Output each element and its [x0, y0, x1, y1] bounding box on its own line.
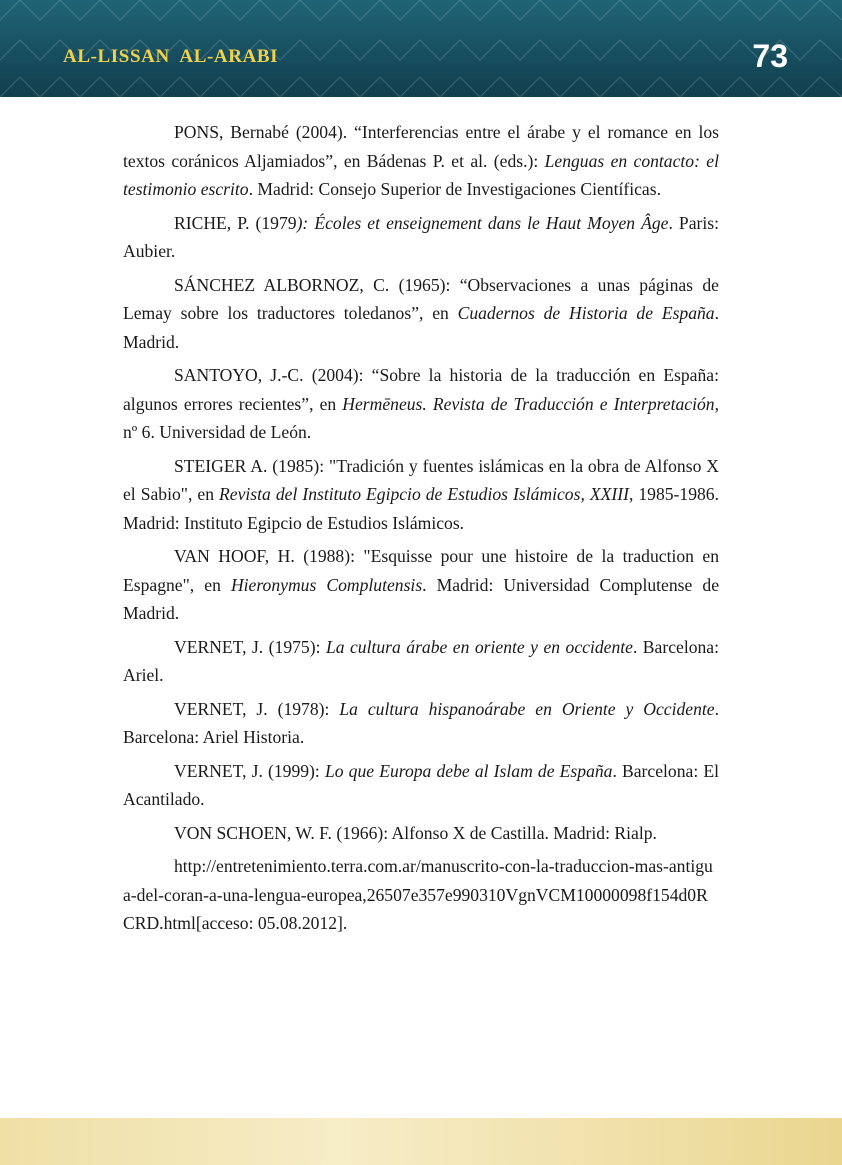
reference-text: RICHE, P. (1979 — [174, 212, 297, 233]
reference-text: . Barcelona: El Acantilado. — [123, 760, 719, 809]
reference-text: VON SCHOEN, W. F. (1966): Alfonso X de Castilla. Madrid: Rialp. — [174, 822, 657, 843]
reference-item-vernet-1999 — [123, 757, 719, 814]
reference-item-santoyo — [123, 361, 719, 447]
reference-title: Hermēneus. Revista de Traducción e Interpretación — [342, 393, 715, 414]
reference-item-pons — [123, 118, 719, 204]
reference-text: . Madrid. — [123, 303, 720, 352]
reference-text: PONS, Bernabé (2004). “Interferencias entre el árabe y el romance en los textos coránicos Aljamiados”, en Bádenas P. et al. (eds.): — [123, 122, 719, 171]
reference-text: . Barcelona: Ariel Historia. — [123, 698, 719, 747]
reference-text: SÁNCHEZ ALBORNOZ, C. (1965): “Observaciones a unas páginas de Lemay sobre los traductores toledanos”, en — [123, 274, 719, 323]
reference-title: La cultura árabe en oriente y en occidente — [325, 636, 633, 657]
reference-item-vernet-1975 — [123, 633, 719, 690]
reference-title: La cultura hispanoárabe en Oriente y Occidente — [339, 698, 715, 719]
reference-item-van-hoof — [123, 542, 719, 628]
reference-item-url — [123, 852, 719, 938]
reference-item-vernet-1978 — [123, 695, 719, 752]
reference-text: VAN HOOF, H. (1988): "Esquisse pour une histoire de la traduction en Espagne", en — [123, 546, 719, 595]
page-number: 73 — [752, 38, 788, 74]
reference-title: Lo que Europa debe al Islam de España — [324, 760, 613, 781]
reference-title: Lenguas en contacto: el testimonio escrito — [123, 150, 720, 199]
reference-title: Revista del Instituto Egipcio de Estudios Islámicos, XXIII — [219, 484, 629, 504]
reference-title: Cuadernos de Historia de España — [457, 303, 715, 323]
journal-title: AL-LISSAN AL-ARABI — [63, 46, 279, 67]
page-header — [0, 0, 842, 97]
reference-access-date: [acceso: 05.08.2012]. — [195, 913, 348, 933]
reference-text: STEIGER A. (1985): "Tradición y fuentes islámicas en la obra de Alfonso X el Sabio", en — [123, 455, 719, 504]
reference-text: . Paris: Aubier. — [123, 212, 720, 261]
reference-text: VERNET, J. (1975): — [174, 636, 326, 657]
reference-title: Hieronymus Complutensis — [230, 574, 423, 595]
page-footer-band — [0, 1118, 842, 1165]
reference-item-riche — [123, 209, 719, 266]
reference-text: VERNET, J. (1978): — [174, 698, 340, 719]
reference-text: , 1985-1986. Madrid: Instituto Egipcio de Estudios Islámicos. — [123, 484, 720, 533]
reference-title: ): Écoles et enseignement dans le Haut Moyen Âge — [296, 212, 669, 233]
reference-text: . Madrid: Consejo Superior de Investigaciones Científicas. — [248, 179, 661, 199]
reference-item-sanchez-albornoz — [123, 271, 719, 357]
reference-text: , nº 6. Universidad de León. — [123, 393, 720, 442]
bibliography-list — [123, 118, 719, 943]
reference-text: . Barcelona: Ariel. — [123, 636, 720, 685]
reference-item-steiger — [123, 452, 719, 538]
reference-text: SANTOYO, J.-C. (2004): “Sobre la historia de la traducción en España: algunos errores recientes”, en — [123, 365, 719, 414]
reference-text: . Madrid: Universidad Complutense de Madrid. — [123, 574, 719, 623]
reference-text: VERNET, J. (1999): — [174, 760, 325, 781]
reference-url-link[interactable]: http://entretenimiento.terra.com.ar/manuscrito-con-la-traduccion-mas-antigua-del-coran-a-una-lengua-europea,26507e357e990310VgnVCM10000098f154d0RCRD.html — [123, 856, 713, 933]
reference-item-von-schoen — [123, 819, 719, 848]
